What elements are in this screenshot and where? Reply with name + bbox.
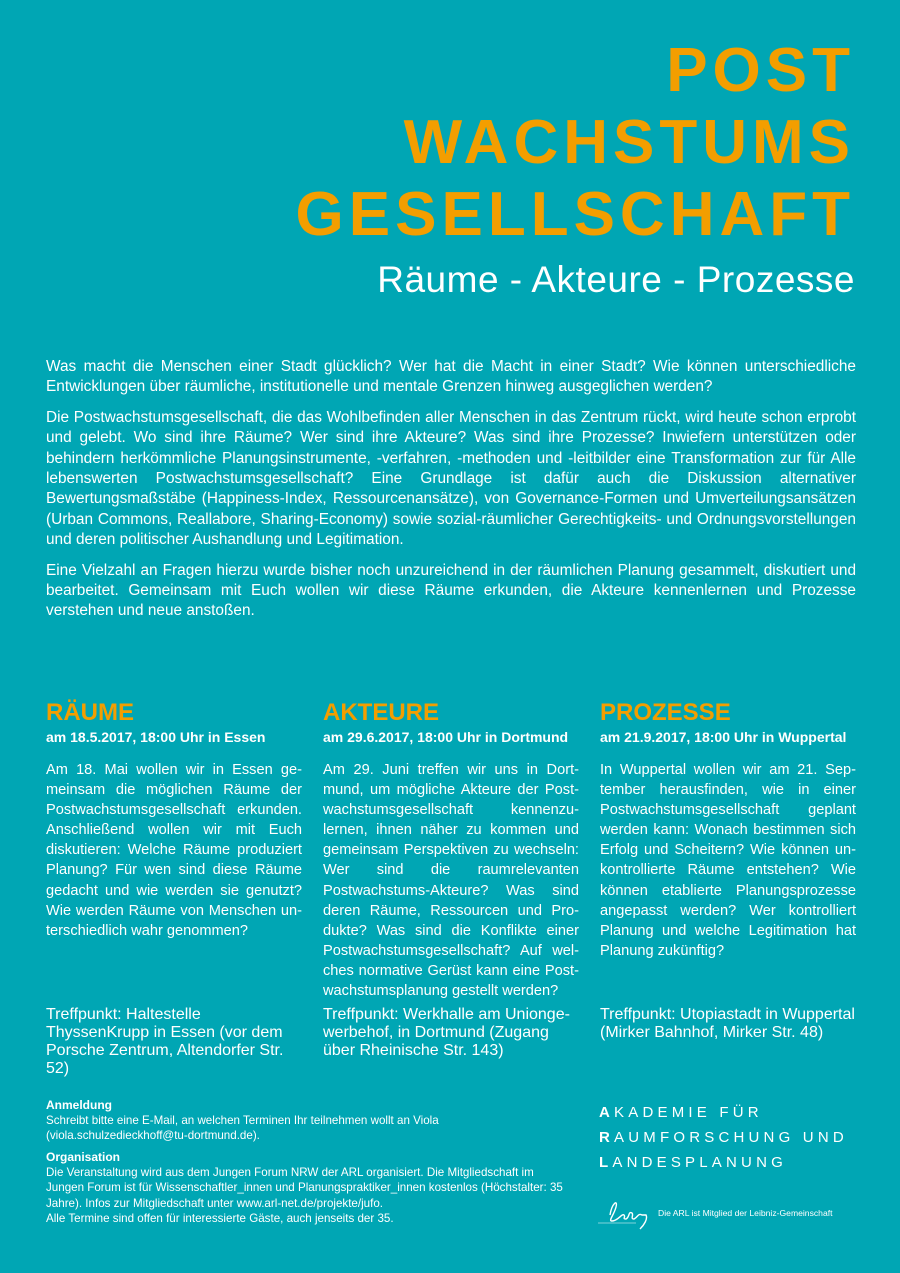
arl-logo [599,1100,848,1175]
event-date: am 18.5.2017, 18:00 Uhr in Essen [46,729,266,745]
arl-line-text: ANDESPLANUNG [612,1154,787,1171]
organisation-heading: Organisation [46,1149,121,1164]
arl-logo-line [599,1150,848,1175]
organisation-note: Alle Termine sind offen für interessierte Gäste, auch jenseits der 35. [46,1212,394,1226]
event-description: In Wuppertal wollen wir am 21. September herausfinden, wie in einer Postwachstumsgesellschaft geplant werden kann: Wonach bestimmen sich Erfolg und Scheitern? Wie können unkontrollierte Räume entstehen? Wie können etablierte Planungsprozesse angepasst werden? Wer kontrolliert Planung und welche Legitimation hat Planung zukünftig? [600,762,856,959]
event-title: AKTEURE [323,699,440,726]
intro-paragraph: Eine Vielzahl an Fragen hierzu wurde bisher noch unzureichend in der räumlichen Planung gesammelt, diskutiert und bearbeitet. Gemeinsam mit Euch wollen wir diese Räume erkunden, die Akteure kennenlernen und Prozesse verstehen und neue anstoßen. [46,561,856,620]
arl-logo-line [599,1125,848,1150]
intro-section [46,357,856,632]
meeting-point-prozesse [600,990,856,1058]
organisation-description: Die Veranstaltung wird aus dem Jungen Forum NRW der ARL organisiert. Die Mitgliedschaft im Jungen Forum ist für Wissenschaftler_innen und Planungspraktiker_innen kostenlos (Höchstalter: 35 Jahre). Infos zur Mitgliedschaft unter www.arl-net.de/projekte/jufo. [46,1165,563,1210]
registration-text [46,1113,566,1144]
meeting-point-text: Treffpunkt: Haltestelle ThyssenKrupp in Essen (vor dem Porsche Zentrum, Altendorfer Str. 52) [46,1006,284,1077]
event-description: Am 29. Juni treffen wir uns in Dortmund, um mögliche Akteure der Postwachstumsgesellschaft kennenzulernen, ihnen näher zu kommen und gemeinsam Perspektiven zu wechseln: Wer sind die raumrelevanten Postwachstums-Akteure? Was sind deren Räume, Ressourcen und Produkte? Was sind die Konflikte einer Postwachstumsgesellschaft? Auf welches normative Gerüst kann eine Postwachstumsplanung gestellt werden? [323,762,579,1000]
registration-heading: Anmeldung [46,1098,112,1112]
meeting-point-text: Treffpunkt: Werkhalle am Uniongewerbehof, in Dortmund (Zugang über Rheinische Str. 143) [323,1006,570,1059]
title-line-wachstums: WACHSTUMS [403,108,855,177]
event-date: am 29.6.2017, 18:00 Uhr in Dortmund [323,729,569,745]
intro-paragraph: Was macht die Menschen einer Stadt glücklich? Wer hat die Macht in einer Stadt? Wie können unterschiedliche Entwicklungen über räumliche, institutionelle und mentale Grenzen hinweg ausgeglichen werden? [46,358,856,396]
footer-info [46,1098,566,1232]
event-description: Am 18. Mai wollen wir in Essen gemeinsam die möglichen Räume der Postwachstumsgesellschaft erkunden. Anschließend wollen wir mit Euch diskutieren: Welche Räume produziert Planung? Für wen sind diese Räume gedacht und wie werden sie genutzt? Wie werden Räume von Menschen unterschiedlich wahr genommen? [46,762,302,939]
event-title: PROZESSE [600,699,731,726]
event-prozesse [600,700,856,988]
registration-email[interactable]: (viola.schulzedieckhoff@tu-dortmund.de). [46,1129,260,1143]
title-line-gesellschaft: GESELLSCHAFT [295,180,855,249]
event-title: RÄUME [46,699,134,726]
meeting-point-raeume [46,990,302,1094]
organisation-text [46,1165,566,1227]
arl-logo-line [599,1100,848,1125]
arl-initial: A [599,1104,615,1121]
arl-initial: L [599,1154,613,1171]
arl-line-text: AUMFORSCHUNG UND [614,1129,848,1146]
meeting-point-text: Treffpunkt: Utopiastadt in Wuppertal (Mirker Bahnhof, Mirker Str. 48) [600,1006,855,1041]
subtitle: Räume - Akteure - Prozesse [377,259,855,300]
leibniz-logo-icon [596,1195,656,1231]
event-date: am 21.9.2017, 18:00 Uhr in Wuppertal [600,729,847,745]
registration-instructions: Schreibt bitte eine E-Mail, an welchen Terminen Ihr teilnehmen wollt an Viola [46,1114,439,1127]
leibniz-member-text: Die ARL ist Mitglied der Leibniz-Gemeinschaft [658,1208,833,1218]
intro-paragraph: Die Postwachstumsgesellschaft, die das Wohlbefinden aller Menschen in das Zentrum rückt, wird heute schon erprobt und gelebt. Wo sind ihre Räume? Wer sind ihre Akteure? Was sind ihre Prozesse? Inwiefern unterstützen oder behindern herkömmliche Planungsinstrumente, -verfahren, -methoden und -leitbilder eine Transformation zur für Alle lebenswerten Postwachstumsgesellschaft? Eine Grundlage ist dafür auch die Diskussion alternativer Bewertungsmaßstäbe (Happiness-Index, Ressourcenansätze), von Governance-Formen und Umverteilungsansätzen (Urban Commons, Reallabore, Sharing-Economy) sowie sozial-räumlicher Gerechtigkeits- und Ordnungsvorstellungen und deren politischer Aushandlung und Legitimation. [46,408,856,549]
event-akteure [323,699,579,1000]
title-line-post: POST [666,36,855,105]
arl-initial: R [599,1129,615,1146]
meeting-point-akteure [323,990,579,1076]
event-raeume [46,700,302,988]
leibniz-membership [596,1195,833,1231]
arl-line-text: KADEMIE FÜR [614,1104,763,1121]
